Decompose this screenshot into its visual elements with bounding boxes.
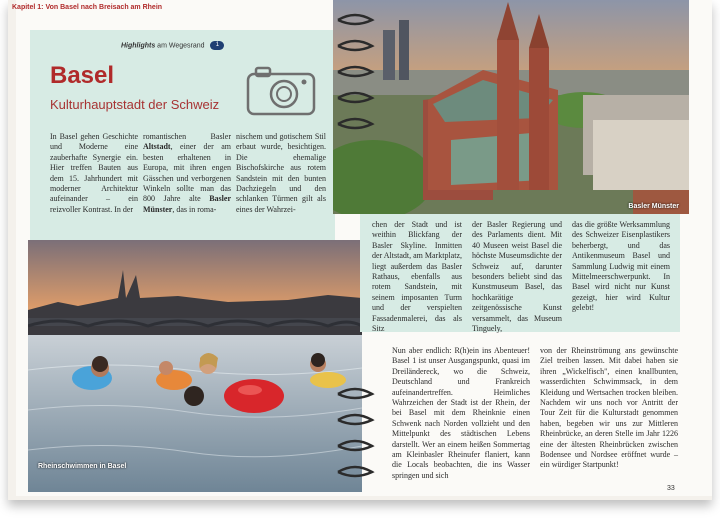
chapter-label: Kapitel 1: bbox=[12, 4, 44, 11]
intro-column-2 bbox=[143, 132, 231, 215]
intro-text-2: romantischen Basler Altstadt, einer der am besten erhaltenen in Europa, mit ihren engen Gässchen und verborgenen Winkeln sollte man das 800 Jahre alte Basler Münster, das in roma- bbox=[143, 132, 231, 214]
page-subtitle: Kulturhauptstadt der Schweiz bbox=[50, 97, 220, 112]
spiral-binding bbox=[332, 6, 378, 496]
highlights-label: Highlights bbox=[121, 42, 156, 50]
page-title: Basel bbox=[50, 62, 115, 89]
page-number: 33 bbox=[667, 485, 675, 492]
continuation-text-1: chen der Stadt und ist weithin Blickfang der Basler Skyline. Inmitten der Altstadt, am Marktplatz, liegt außerdem das Basler Rathaus, ebenfalls aus rotem Sandstein, mit seinem imposanten Turm und der verspielten Fassadenmalerei, das als Sitz bbox=[372, 220, 462, 334]
camera-icon bbox=[244, 62, 318, 118]
continuation-text-3: das die größte Werksammlung des Schweizer Eisenplastikers beherbergt, und das Antikenmuseum Basel und Sammlung Ludwig mit einem Mittelmeerschwerpunkt. In Basel wird nicht nur Kunst gezeigt, hier wird Kultur gelebt! bbox=[572, 220, 670, 313]
continuation-text-2: der Basler Regierung und des Parlaments dient. Mit 40 Museen weist Basel die höchste Museumsdichte der Schweiz auf, darunter besonders beliebt sind das Kunstmuseum Basel, das hochkarätige zeitgenössische Kunst versammelt, das Museum Tinguely, bbox=[472, 220, 562, 334]
continuation-column-2 bbox=[472, 220, 562, 334]
intro-text-1: In Basel gehen Geschichte und Moderne eine zauberhafte Synergie ein. Hier treffen Bauten aus dem 15. Jahrhundert mit moderner Architektur aufeinander – ein reizvoller Kontrast. In der bbox=[50, 132, 138, 214]
highlights-header bbox=[121, 41, 224, 50]
right-photo-caption: Basler Münster bbox=[628, 203, 679, 210]
left-photo-caption: Rheinschwimmen in Basel bbox=[38, 463, 127, 470]
highlights-suffix: am Wegesrand bbox=[157, 42, 205, 50]
highlights-number: 1 bbox=[210, 41, 224, 50]
intro-column-3 bbox=[236, 132, 326, 215]
body-column-1 bbox=[392, 346, 530, 481]
continuation-column-1 bbox=[372, 220, 462, 334]
continuation-column-3 bbox=[572, 220, 670, 314]
rhine-swimming-photo bbox=[28, 240, 362, 492]
body-text-2: von der Rheinströmung ans gewünschte Ziel treiben lassen. Mit dabei haben sie ihren „Wickelfisch", einen knallbunten, wasserdichten Schwimmsack, in dem Kleidung und Wertsachen trocken bleiben. Nachdem wir uns noch vor Antritt der Tour Zeit für die Kulturstadt genommen haben, begeben wir uns zur Mittleren Rheinbrücke, an deren Stelle im Jahr 1226 eine der ältesten Rheinbrücken zwischen Bodensee und Nordsee eröffnet wurde – ein würdiger Startpunkt! bbox=[540, 346, 678, 470]
intro-column-1 bbox=[50, 132, 138, 215]
intro-text-3: nischem und gotischem Stil erbaut wurde, besichtigen. Die ehemalige Bischofskirche aus rotem Sandstein mit den bunten Dachziegeln und den schlanken Türmen gilt als eines der Wahrzei- bbox=[236, 132, 326, 214]
chapter-title: Von Basel nach Breisach am Rhein bbox=[45, 4, 163, 11]
body-column-2 bbox=[540, 346, 678, 471]
body-text-1: Nun aber endlich: R(h)ein ins Abenteuer! Basel 1 ist unser Ausgangspunkt, quasi im Dreiländereck, wo die Schweiz, Deutschland und Frankreich aufeinandertreffen. Heimliches Wahrzeichen der Stadt ist der Rhein, der bei Basel mit dem Rheinknie einen Schwenk nach Norden vollzieht und den Mittelpunkt des städtischen Lebens darstellt. Wer an einem heißen Sommertag am Kleinbasler Rheinufer flaniert, kann die Locals beobachten, die ins Wasser springen und sich bbox=[392, 346, 530, 480]
basel-minster-photo bbox=[333, 0, 689, 214]
chapter-header bbox=[12, 4, 162, 11]
